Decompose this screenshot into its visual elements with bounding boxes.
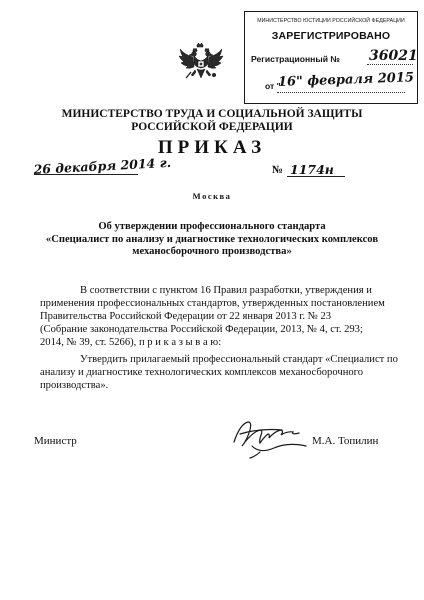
subject-line-1: Об утверждении профессионального стандарта [98,221,326,232]
subject-line-3: механосборочного производства» [132,246,292,258]
handwritten-signature-icon [230,412,312,460]
stamp-status: ЗАРЕГИСТРИРОВАНО [271,30,391,42]
stamp-registration-date: 16" февраля 2015 [277,70,415,90]
stamp-organization: МИНИСТЕРСТВО ЮСТИЦИИ РОССИЙСКОЙ ФЕДЕРАЦИИ [257,18,405,24]
paragraph-1-line: Правительства Российской Федерации от 22 января 2013 г. № 23 [40,311,332,322]
body-paragraph-2 [40,353,398,392]
registration-stamp [244,11,418,104]
signer-title: Министр [34,435,77,447]
handwritten-order-number: 1174н [290,162,334,177]
paragraph-1-line: 2014, № 39, ст. 5266), п р и к а з ы в а ю: [40,337,222,348]
paragraph-2-line: Утвердить прилагаемый профессиональный стандарт «Специалист по [80,354,398,365]
stamp-number-underline [367,64,413,65]
subject-line-2: «Специалист по анализу и диагностике технологических комплексов [45,233,379,245]
stamp-registration-label: Регистрационный № [251,54,340,64]
body-paragraph-1 [40,284,388,349]
ministry-line-2: РОССИЙСКОЙ ФЕДЕРАЦИИ [131,121,293,133]
handwritten-order-date: 26 декабря 2014 г. [33,154,172,177]
ministry-heading [0,108,424,134]
stamp-date-underline [277,92,405,93]
date-underline [34,174,138,175]
double-headed-eagle-emblem-icon [178,42,224,88]
paragraph-1-line: В соответствии с пунктом 16 Правил разработки, утверждения и [80,285,372,296]
stamp-date-label: от " [265,81,281,91]
city-label: Москва [192,191,232,201]
stamp-registration-number: 36021 [369,48,418,64]
order-subject [40,221,384,259]
paragraph-2-line: анализу и диагностике технологических комплексов механосборочного [40,367,364,378]
ministry-line-1: МИНИСТЕРСТВО ТРУДА И СОЦИАЛЬНОЙ ЗАЩИТЫ [61,108,363,120]
paragraph-1-line: применения профессиональных стандартов, утвержденных постановлением [40,298,385,309]
number-sign: № [272,164,284,176]
document-type-title: ПРИКАЗ [157,137,267,158]
paragraph-2-line: производства». [40,380,109,391]
number-underline [287,176,345,177]
paragraph-1-line: (Собрание законодательства Российской Федерации, 2013, № 4, ст. 293; [40,324,363,335]
signer-name: М.А. Топилин [312,435,379,447]
